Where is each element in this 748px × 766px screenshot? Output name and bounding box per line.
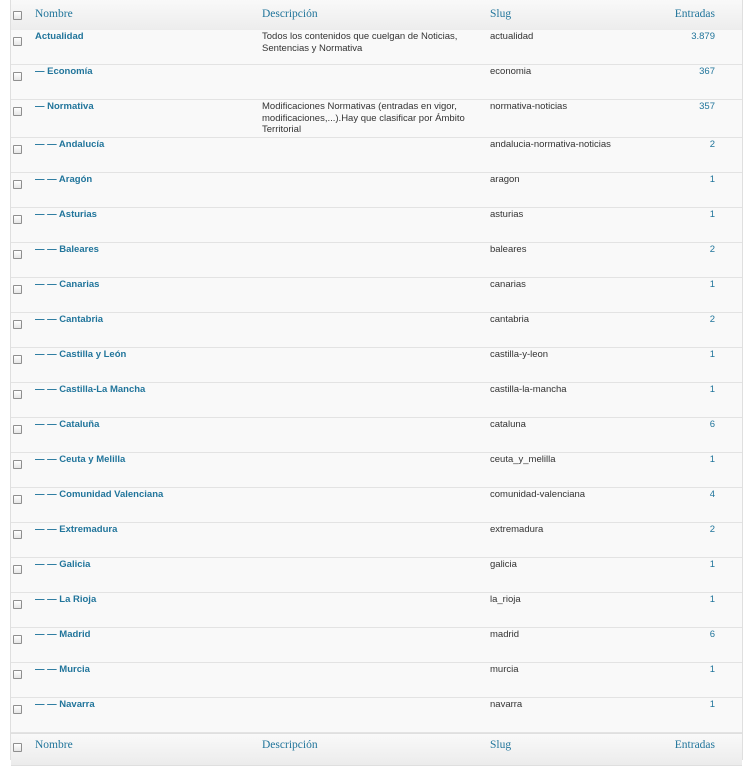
table-row bbox=[11, 65, 742, 100]
category-post-count-link[interactable]: 1 bbox=[709, 699, 715, 710]
category-slug: andalucia-normativa-noticias bbox=[490, 139, 611, 150]
category-name-link[interactable]: — Economía bbox=[35, 66, 93, 77]
table-row bbox=[11, 348, 742, 383]
category-slug: comunidad-valenciana bbox=[490, 489, 586, 500]
table-row bbox=[11, 628, 742, 663]
table-row bbox=[11, 663, 742, 698]
row-checkbox[interactable] bbox=[13, 285, 22, 294]
row-checkbox[interactable] bbox=[13, 705, 22, 714]
row-checkbox[interactable] bbox=[13, 37, 22, 46]
category-slug: ceuta_y_melilla bbox=[490, 454, 556, 465]
category-slug: actualidad bbox=[490, 31, 534, 42]
category-name-link[interactable]: — — Andalucía bbox=[35, 139, 105, 150]
category-slug: baleares bbox=[490, 244, 527, 255]
column-footer-count[interactable]: Entradas bbox=[674, 739, 715, 751]
category-name-link[interactable]: — — Asturias bbox=[35, 209, 97, 220]
category-name-link[interactable]: — — Comunidad Valenciana bbox=[35, 489, 164, 500]
category-name-link[interactable]: — — Extremadura bbox=[35, 524, 118, 535]
category-description: Todos los contenidos que cuelgan de Noticias, Sentencias y Normativa bbox=[262, 31, 458, 54]
category-slug: cantabria bbox=[490, 314, 530, 325]
select-all-checkbox-footer[interactable] bbox=[13, 743, 22, 752]
row-checkbox[interactable] bbox=[13, 72, 22, 81]
row-checkbox[interactable] bbox=[13, 250, 22, 259]
category-name-link[interactable]: — — Castilla y León bbox=[35, 349, 127, 360]
category-slug: normativa-noticias bbox=[490, 101, 568, 112]
table-row bbox=[11, 138, 742, 173]
table-header bbox=[11, 0, 742, 32]
category-post-count-link[interactable]: 1 bbox=[709, 349, 715, 360]
row-checkbox[interactable] bbox=[13, 565, 22, 574]
row-checkbox[interactable] bbox=[13, 495, 22, 504]
category-post-count-link[interactable]: 1 bbox=[709, 209, 715, 220]
category-name-link[interactable]: — — Navarra bbox=[35, 699, 95, 710]
category-post-count-link[interactable]: 1 bbox=[709, 174, 715, 185]
category-name-link[interactable]: — — Cataluña bbox=[35, 419, 100, 430]
category-post-count-link[interactable]: 3.879 bbox=[691, 31, 715, 42]
table-row bbox=[11, 558, 742, 593]
row-checkbox[interactable] bbox=[13, 145, 22, 154]
column-header-name[interactable]: Nombre bbox=[35, 8, 73, 20]
category-slug: asturias bbox=[490, 209, 524, 220]
table-row bbox=[11, 418, 742, 453]
category-slug: extremadura bbox=[490, 524, 544, 535]
row-checkbox[interactable] bbox=[13, 425, 22, 434]
category-post-count-link[interactable]: 1 bbox=[709, 454, 715, 465]
row-checkbox[interactable] bbox=[13, 180, 22, 189]
categories-table bbox=[10, 0, 743, 760]
category-post-count-link[interactable]: 357 bbox=[699, 101, 715, 112]
table-row bbox=[11, 278, 742, 313]
column-footer-description[interactable]: Descripción bbox=[262, 739, 318, 751]
category-post-count-link[interactable]: 1 bbox=[709, 664, 715, 675]
table-footer bbox=[11, 733, 742, 766]
table-row bbox=[11, 208, 742, 243]
column-header-count[interactable]: Entradas bbox=[674, 8, 715, 20]
table-row bbox=[11, 100, 742, 138]
row-checkbox[interactable] bbox=[13, 215, 22, 224]
row-checkbox[interactable] bbox=[13, 635, 22, 644]
category-slug: castilla-y-leon bbox=[490, 349, 549, 360]
row-checkbox[interactable] bbox=[13, 460, 22, 469]
category-slug: aragon bbox=[490, 174, 520, 185]
category-name-link[interactable]: Actualidad bbox=[35, 31, 84, 42]
row-checkbox[interactable] bbox=[13, 107, 22, 116]
category-post-count-link[interactable]: 2 bbox=[709, 524, 715, 535]
table-row bbox=[11, 313, 742, 348]
table-row bbox=[11, 523, 742, 558]
category-post-count-link[interactable]: 2 bbox=[709, 314, 715, 325]
category-post-count-link[interactable]: 6 bbox=[709, 419, 715, 430]
column-header-description[interactable]: Descripción bbox=[262, 8, 318, 20]
category-description: Modificaciones Normativas (entradas en vigor, modificaciones,...).Hay que clasificar por Ámbito Territorial bbox=[262, 101, 465, 135]
category-post-count-link[interactable]: 1 bbox=[709, 594, 715, 605]
category-slug: galicia bbox=[490, 559, 517, 570]
table-row bbox=[11, 30, 742, 65]
table-row bbox=[11, 488, 742, 523]
category-slug: economia bbox=[490, 66, 532, 77]
category-name-link[interactable]: — — Ceuta y Melilla bbox=[35, 454, 126, 465]
category-name-link[interactable]: — — Murcia bbox=[35, 664, 90, 675]
category-slug: castilla-la-mancha bbox=[490, 384, 567, 395]
category-name-link[interactable]: — — La Rioja bbox=[35, 594, 97, 605]
column-header-slug[interactable]: Slug bbox=[490, 8, 512, 20]
category-post-count-link[interactable]: 2 bbox=[709, 244, 715, 255]
category-slug: murcia bbox=[490, 664, 519, 675]
column-footer-slug[interactable]: Slug bbox=[490, 739, 512, 751]
category-slug: madrid bbox=[490, 629, 520, 640]
select-all-checkbox[interactable] bbox=[13, 11, 22, 20]
category-post-count-link[interactable]: 6 bbox=[709, 629, 715, 640]
table-row bbox=[11, 698, 742, 733]
table-row bbox=[11, 593, 742, 628]
category-slug: la_rioja bbox=[490, 594, 521, 605]
category-post-count-link[interactable]: 367 bbox=[699, 66, 715, 77]
category-slug: navarra bbox=[490, 699, 523, 710]
category-name-link[interactable]: — — Galicia bbox=[35, 559, 91, 570]
category-slug: canarias bbox=[490, 279, 526, 290]
table-row bbox=[11, 383, 742, 418]
category-post-count-link[interactable]: 4 bbox=[709, 489, 715, 500]
row-checkbox[interactable] bbox=[13, 600, 22, 609]
category-post-count-link[interactable]: 1 bbox=[709, 384, 715, 395]
row-checkbox[interactable] bbox=[13, 670, 22, 679]
row-checkbox[interactable] bbox=[13, 390, 22, 399]
category-post-count-link[interactable]: 1 bbox=[709, 279, 715, 290]
category-name-link[interactable]: — — Baleares bbox=[35, 244, 99, 255]
row-checkbox[interactable] bbox=[13, 355, 22, 364]
table-row bbox=[11, 453, 742, 488]
category-post-count-link[interactable]: 2 bbox=[709, 139, 715, 150]
column-footer-name[interactable]: Nombre bbox=[35, 739, 73, 751]
category-name-link[interactable]: — — Aragón bbox=[35, 174, 93, 185]
category-name-link[interactable]: — Normativa bbox=[35, 101, 94, 112]
category-post-count-link[interactable]: 1 bbox=[709, 559, 715, 570]
row-checkbox[interactable] bbox=[13, 320, 22, 329]
row-checkbox[interactable] bbox=[13, 530, 22, 539]
category-slug: cataluna bbox=[490, 419, 526, 430]
category-name-link[interactable]: — — Canarias bbox=[35, 279, 100, 290]
category-name-link[interactable]: — — Castilla-La Mancha bbox=[35, 384, 146, 395]
table-row bbox=[11, 243, 742, 278]
category-name-link[interactable]: — — Madrid bbox=[35, 629, 91, 640]
table-row bbox=[11, 173, 742, 208]
category-name-link[interactable]: — — Cantabria bbox=[35, 314, 104, 325]
